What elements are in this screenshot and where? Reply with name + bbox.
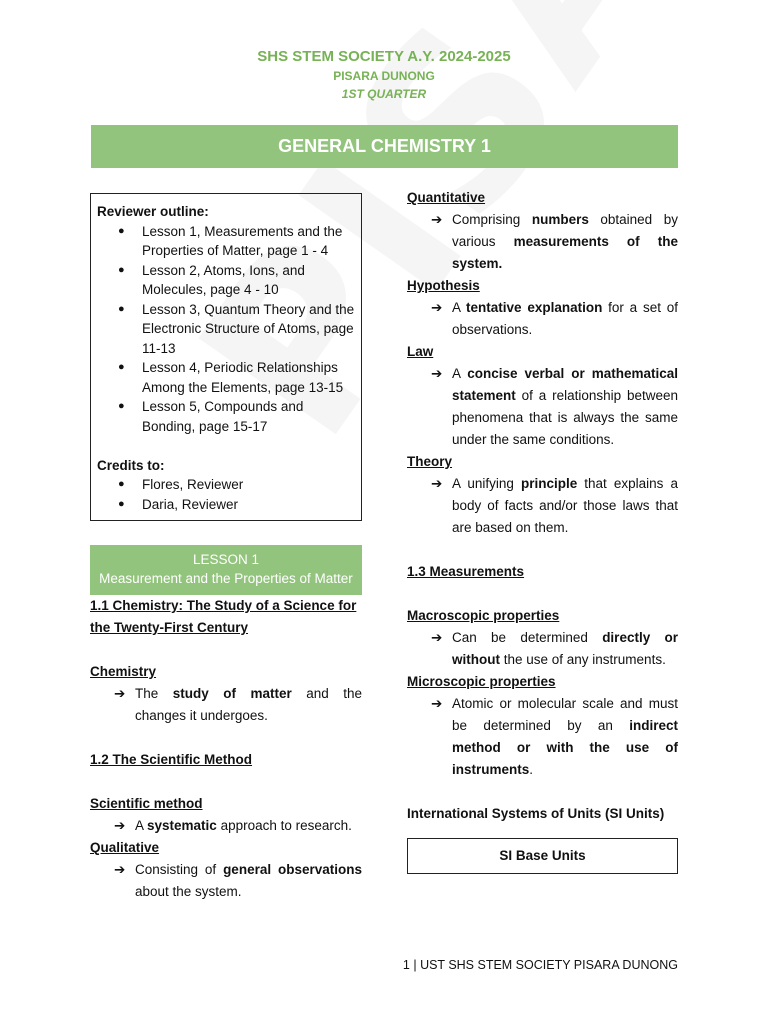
arrow-right-icon: ➔ <box>114 686 126 701</box>
definition-item: ➔ A systematic approach to research. <box>90 815 362 837</box>
section-heading-1-3: 1.3 Measurements <box>407 564 525 579</box>
outline-list <box>97 222 355 437</box>
reviewer-outline-box <box>90 193 362 521</box>
definition-item: ➔ A unifying principle that explains a body of facts and/or those laws that are based on them. <box>407 473 678 539</box>
outline-item: ● Lesson 1, Measurements and the Properties of Matter, page 1 - 4 <box>97 222 355 261</box>
arrow-right-icon: ➔ <box>431 212 443 227</box>
outline-item: ● Lesson 2, Atoms, Ions, and Molecules, page 4 - 10 <box>97 261 355 300</box>
definition-item: ➔ Comprising numbers obtained by various measurements of the system. <box>407 209 678 275</box>
arrow-right-icon: ➔ <box>431 300 443 315</box>
term-qualitative: Qualitative <box>90 840 160 855</box>
outline-item: ● Lesson 3, Quantum Theory and the Electronic Structure of Atoms, page 11-13 <box>97 300 355 359</box>
arrow-right-icon: ➔ <box>431 366 443 381</box>
credits-list <box>97 475 355 514</box>
lesson-banner <box>90 545 362 595</box>
publication-name: PISARA DUNONG <box>333 69 435 83</box>
outline-item: ● Lesson 4, Periodic Relationships Among the Elements, page 13-15 <box>97 358 355 397</box>
lesson-subtitle: Measurement and the Properties of Matter <box>99 571 353 586</box>
arrow-right-icon: ➔ <box>114 862 126 877</box>
term-hypothesis: Hypothesis <box>407 278 480 293</box>
si-table-header: SI Base Units <box>499 848 586 863</box>
subject-title: GENERAL CHEMISTRY 1 <box>278 136 491 156</box>
lesson-label: LESSON 1 <box>192 552 260 567</box>
definition-item: ➔ A concise verbal or mathematical statement of a relationship between phenomena that is always the same under the same conditions. <box>407 363 678 451</box>
arrow-right-icon: ➔ <box>431 696 443 711</box>
subject-title-banner <box>91 125 678 168</box>
term-microscopic-properties: Microscopic properties <box>407 674 556 689</box>
term-quantitative: Quantitative <box>407 190 486 205</box>
credit-item: ● Flores, Reviewer <box>97 475 355 495</box>
definition-item: ➔ The study of matter and the changes it undergoes. <box>90 683 362 727</box>
definition-item: ➔ A tentative explanation for a set of observations. <box>407 297 678 341</box>
section-heading-1-2: 1.2 The Scientific Method <box>90 752 253 767</box>
left-column <box>90 193 362 903</box>
credits-heading: Credits to: <box>97 457 165 473</box>
section-heading-1-1: 1.1 Chemistry: The Study of a Science for the Twenty-First Century <box>90 598 357 635</box>
term-theory: Theory <box>407 454 453 469</box>
society-heading: SHS STEM SOCIETY A.Y. 2024-2025 <box>257 48 511 65</box>
si-base-units-table <box>407 838 678 874</box>
page-footer: 1 | UST SHS STEM SOCIETY PISARA DUNONG <box>402 958 678 972</box>
arrow-right-icon: ➔ <box>431 476 443 491</box>
term-chemistry: Chemistry <box>90 664 157 679</box>
outline-item: ● Lesson 5, Compounds and Bonding, page 15-17 <box>97 397 355 436</box>
credit-item: ● Daria, Reviewer <box>97 495 355 515</box>
right-column <box>407 187 678 874</box>
arrow-right-icon: ➔ <box>114 818 126 833</box>
si-units-heading: International Systems of Units (SI Units) <box>407 806 665 821</box>
term-macroscopic-properties: Macroscopic properties <box>407 608 560 623</box>
outline-heading: Reviewer outline: <box>97 204 209 219</box>
term-law: Law <box>407 344 434 359</box>
quarter-label: 1ST QUARTER <box>341 87 427 101</box>
definition-item: ➔ Can be determined directly or without the use of any instruments. <box>407 627 678 671</box>
term-scientific-method: Scientific method <box>90 796 203 811</box>
definition-item: ➔ Atomic or molecular scale and must be determined by an indirect method or with the use of instruments. <box>407 693 678 781</box>
definition-item: ➔ Consisting of general observations about the system. <box>90 859 362 903</box>
arrow-right-icon: ➔ <box>431 630 443 645</box>
